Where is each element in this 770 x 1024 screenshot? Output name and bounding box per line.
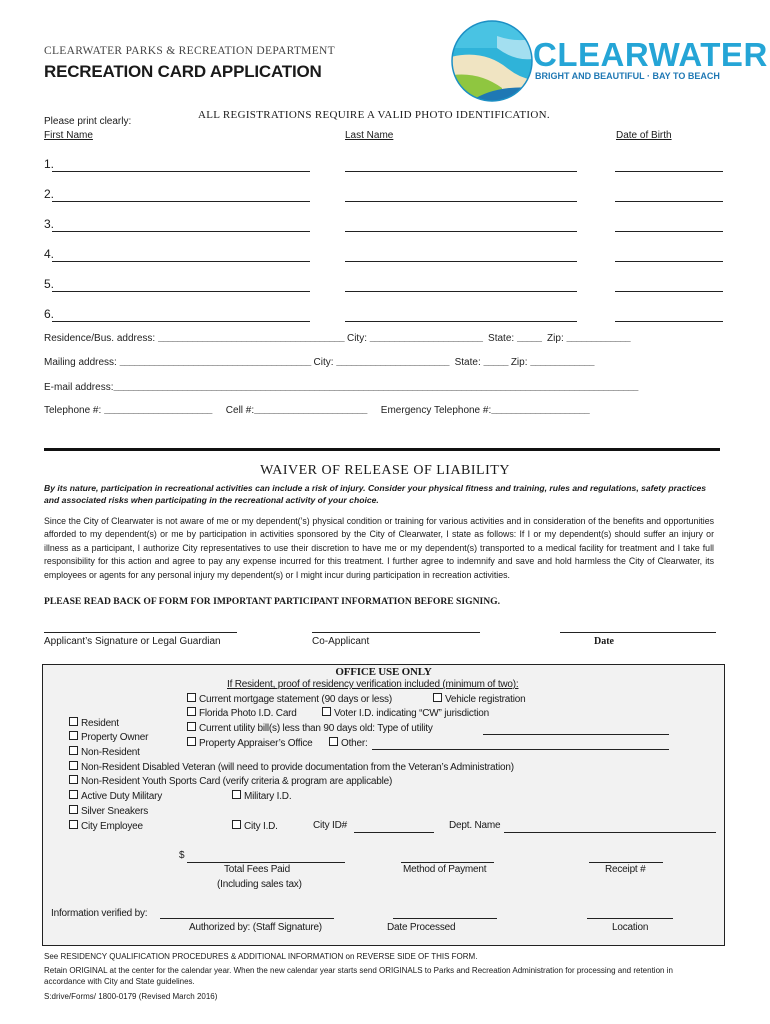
department-name: CLEARWATER PARKS & RECREATION DEPARTMENT xyxy=(44,45,335,57)
waiver-body: Since the City of Clearwater is not aware of me or my dependent(’s) physical condition or training for various activities and in consideration of the benefits and opportunities afforded to my dependent(s) or me by participation in activities sponsored by the City of Clearwater, I state as follows: If I or my dependent(s) should suffer an injury or illness as a participant, I authorize City representatives to use their discretion to have me or my dependent(s) transported to a medical facility for treatment and I take full responsibility for this action and agree to pay any expense incurred for this treatment. I further agree to indemnify and save and hold harmless the City of Clearwater, its employees or agents for any personal injury my dependent(s) or I might incur during participation in recreation activities. xyxy=(44,516,714,580)
property-owner-checkbox[interactable] xyxy=(69,731,78,740)
first-name-line[interactable] xyxy=(52,231,310,232)
last-name-line[interactable] xyxy=(345,201,577,202)
dob-line[interactable] xyxy=(615,321,723,322)
youth-sports-checkbox[interactable] xyxy=(69,775,78,784)
mailing-input[interactable]: _______________________________________ xyxy=(119,358,311,368)
date-processed-label: Date Processed xyxy=(387,922,456,933)
last-name-line[interactable] xyxy=(345,321,577,322)
footer-form-id: S:drive/Forms/ 1800-0179 (Revised March 2016) xyxy=(44,992,218,1001)
youth-sports-label: Non-Resident Youth Sports Card (verify criteria & program are applicable) xyxy=(81,776,393,787)
first-name-line[interactable] xyxy=(52,201,310,202)
email-row xyxy=(44,382,638,393)
last-name-line[interactable] xyxy=(345,171,577,172)
date-line[interactable] xyxy=(560,632,716,633)
resident-label: Resident xyxy=(81,718,119,729)
resident-checkbox[interactable] xyxy=(69,717,78,726)
receipt-label: Receipt # xyxy=(605,864,646,875)
date-processed-line[interactable] xyxy=(393,918,497,919)
residence-zip-label: Zip: xyxy=(547,333,564,344)
first-name-line[interactable] xyxy=(52,291,310,292)
property-owner-label: Property Owner xyxy=(81,732,149,743)
military-id-label: Military I.D. xyxy=(244,791,292,802)
clearwater-logo xyxy=(447,18,768,104)
residence-zip-input[interactable]: _____________ xyxy=(566,334,631,344)
voter-id-checkbox[interactable] xyxy=(322,707,331,716)
method-label: Method of Payment xyxy=(403,864,487,875)
mailing-zip-label: Zip: xyxy=(510,357,528,368)
vehicle-option[interactable] xyxy=(433,693,526,705)
date-label: Date xyxy=(594,636,614,647)
appraiser-option[interactable] xyxy=(187,737,313,749)
emergency-label: Emergency Telephone #: xyxy=(380,405,492,416)
incl-tax-label: (Including sales tax) xyxy=(217,879,302,890)
residence-state-input[interactable]: _____ xyxy=(516,334,542,344)
residence-row xyxy=(44,333,630,344)
coapplicant-signature-line[interactable] xyxy=(312,632,480,633)
first-name-line[interactable] xyxy=(52,321,310,322)
print-clearly-label: Please print clearly: xyxy=(44,116,132,127)
veteran-option[interactable] xyxy=(69,761,514,773)
coapplicant-label: Co-Applicant xyxy=(312,636,370,647)
read-back-notice: PLEASE READ BACK OF FORM FOR IMPORTANT PARTICIPANT INFORMATION BEFORE SIGNING. xyxy=(44,596,501,607)
utility-option[interactable] xyxy=(187,722,433,734)
city-id-option[interactable] xyxy=(232,820,278,832)
veteran-label: Non-Resident Disabled Veteran (will need to provide documentation from the Veteran’s Administration) xyxy=(81,762,514,773)
footer-residency-note: See RESIDENCY QUALIFICATION PROCEDURES & ADDITIONAL INFORMATION on REVERSE SIDE OF THIS FORM. xyxy=(44,952,478,961)
cell-label: Cell #: xyxy=(225,405,255,416)
office-use-panel xyxy=(42,664,725,946)
non-resident-label: Non-Resident xyxy=(81,747,140,758)
waiver-intro: By its nature, participation in recreational activities can include a risk of injury. Consider your physical fitness and training, rules and regulations, safety practices and associated risks when participating in the recreational activity of your choice. xyxy=(44,483,707,505)
photo-id-checkbox[interactable] xyxy=(187,707,196,716)
telephone-input[interactable]: ______________________ xyxy=(104,406,212,416)
last-name-header: Last Name xyxy=(345,130,394,141)
other-option[interactable] xyxy=(329,737,368,749)
active-military-label: Active Duty Military xyxy=(81,791,163,802)
youth-sports-option[interactable] xyxy=(69,775,392,787)
first-name-line[interactable] xyxy=(52,261,310,262)
location-line[interactable] xyxy=(587,918,673,919)
city-id-checkbox[interactable] xyxy=(232,820,241,829)
mailing-city-label: City: xyxy=(313,357,334,368)
applicant-signature-line[interactable] xyxy=(44,632,237,633)
staff-signature-line[interactable] xyxy=(160,918,334,919)
emergency-input[interactable]: ____________________ xyxy=(491,406,590,416)
logo-circle-icon xyxy=(447,18,537,104)
first-name-header: First Name xyxy=(44,130,93,141)
dob-line[interactable] xyxy=(615,171,723,172)
row-number: 1. xyxy=(44,157,55,171)
cell-input[interactable]: _______________________ xyxy=(254,406,367,416)
telephone-label: Telephone #: xyxy=(44,405,102,416)
waiver-title: WAIVER OF RELEASE OF LIABILITY xyxy=(260,463,510,478)
dob-line[interactable] xyxy=(615,291,723,292)
resident-option[interactable] xyxy=(69,717,119,729)
voter-id-option[interactable] xyxy=(322,707,489,719)
email-label: E-mail address: xyxy=(44,382,114,393)
non-resident-checkbox[interactable] xyxy=(69,746,78,755)
mailing-state-label: State: xyxy=(454,357,481,368)
mailing-zip-input[interactable]: _____________ xyxy=(530,358,594,368)
vehicle-checkbox[interactable] xyxy=(433,693,442,702)
first-name-line[interactable] xyxy=(52,171,310,172)
utility-label: Current utility bill(s) less than 90 days old: Type of utility xyxy=(199,723,433,734)
photo-id-option[interactable] xyxy=(187,707,297,719)
active-military-checkbox[interactable] xyxy=(69,790,78,799)
row-number: 6. xyxy=(44,307,55,321)
residency-subtitle: If Resident, proof of residency verification included (minimum of two): xyxy=(227,679,519,690)
logo-tagline: BRIGHT AND BEAUTIFUL · BAY TO BEACH xyxy=(535,71,720,81)
mailing-city-input[interactable]: _______________________ xyxy=(336,358,450,368)
section-divider xyxy=(44,448,720,451)
non-resident-option[interactable] xyxy=(69,746,140,758)
residence-label: Residence/Bus. address: xyxy=(44,333,156,344)
appraiser-label: Property Appraiser’s Office xyxy=(199,738,313,749)
dob-line[interactable] xyxy=(615,231,723,232)
dollar-sign: $ xyxy=(179,850,185,861)
utility-checkbox[interactable] xyxy=(187,722,196,731)
mailing-label: Mailing address: xyxy=(44,357,117,368)
property-owner-option[interactable] xyxy=(69,731,148,743)
verified-by-label: Information verified by: xyxy=(51,908,148,919)
receipt-line[interactable] xyxy=(589,862,663,863)
footer-retain-note: Retain ORIGINAL at the center for the calendar year. When the new calendar year starts send ORIGINALS to Parks and Recreation Administration for processing and retention in accordance with City and State guidelines. xyxy=(44,966,673,986)
mortgage-checkbox[interactable] xyxy=(187,693,196,702)
residence-state-label: State: xyxy=(488,333,515,344)
other-checkbox[interactable] xyxy=(329,737,338,746)
office-use-title: OFFICE USE ONLY xyxy=(335,666,432,678)
dob-line[interactable] xyxy=(615,201,723,202)
method-line[interactable] xyxy=(401,862,494,863)
email-input[interactable]: ___________________________________________________________________________________________________________ xyxy=(113,383,638,393)
city-employee-checkbox[interactable] xyxy=(69,820,78,829)
residence-city-input[interactable]: _______________________ xyxy=(369,334,483,344)
id-notice: ALL REGISTRATIONS REQUIRE A VALID PHOTO IDENTIFICATION. xyxy=(198,109,550,121)
last-name-line[interactable] xyxy=(345,291,577,292)
total-fees-line[interactable] xyxy=(187,862,345,863)
silver-sneakers-checkbox[interactable] xyxy=(69,805,78,814)
voter-id-label: Voter I.D. indicating “CW” jurisdiction xyxy=(334,708,490,719)
dept-name-label: Dept. Name xyxy=(449,820,501,831)
dob-line[interactable] xyxy=(615,261,723,262)
city-employee-option[interactable] xyxy=(69,820,143,832)
last-name-line[interactable] xyxy=(345,231,577,232)
other-line[interactable] xyxy=(372,749,669,750)
dept-name-line[interactable] xyxy=(504,832,716,833)
dob-header: Date of Birth xyxy=(616,130,672,141)
silver-sneakers-option[interactable] xyxy=(69,805,148,817)
residence-city-label: City: xyxy=(346,333,367,344)
row-number: 5. xyxy=(44,277,55,291)
row-number: 2. xyxy=(44,187,55,201)
page-title: RECREATION CARD APPLICATION xyxy=(44,62,322,81)
location-label: Location xyxy=(612,922,649,933)
total-fees-label: Total Fees Paid xyxy=(224,864,290,875)
applicant-signature-label: Applicant’s Signature or Legal Guardian xyxy=(44,636,221,647)
row-number: 4. xyxy=(44,247,55,261)
military-id-option[interactable] xyxy=(232,790,291,802)
city-id-number-line[interactable] xyxy=(354,832,434,833)
mailing-row xyxy=(44,357,594,368)
utility-type-line[interactable] xyxy=(483,734,669,735)
mortgage-label: Current mortgage statement (90 days or less) xyxy=(199,694,392,705)
military-id-checkbox[interactable] xyxy=(232,790,241,799)
logo-wordmark: CLEARWATER xyxy=(533,36,768,73)
row-number: 3. xyxy=(44,217,55,231)
last-name-line[interactable] xyxy=(345,261,577,262)
vehicle-label: Vehicle registration xyxy=(445,694,526,705)
mortgage-option[interactable] xyxy=(187,693,392,705)
mailing-state-input[interactable]: _____ xyxy=(483,358,509,368)
veteran-checkbox[interactable] xyxy=(69,761,78,770)
silver-sneakers-label: Silver Sneakers xyxy=(81,806,149,817)
city-id-number-label: City ID# xyxy=(313,820,347,831)
city-employee-label: City Employee xyxy=(81,821,143,832)
phone-row xyxy=(44,405,589,416)
residence-input[interactable]: ______________________________________ xyxy=(157,334,345,344)
other-label: Other: xyxy=(341,738,368,749)
appraiser-checkbox[interactable] xyxy=(187,737,196,746)
active-military-option[interactable] xyxy=(69,790,162,802)
photo-id-label: Florida Photo I.D. Card xyxy=(199,708,297,719)
city-id-label: City I.D. xyxy=(244,821,278,832)
authorized-by-label: Authorized by: (Staff Signature) xyxy=(189,922,322,933)
